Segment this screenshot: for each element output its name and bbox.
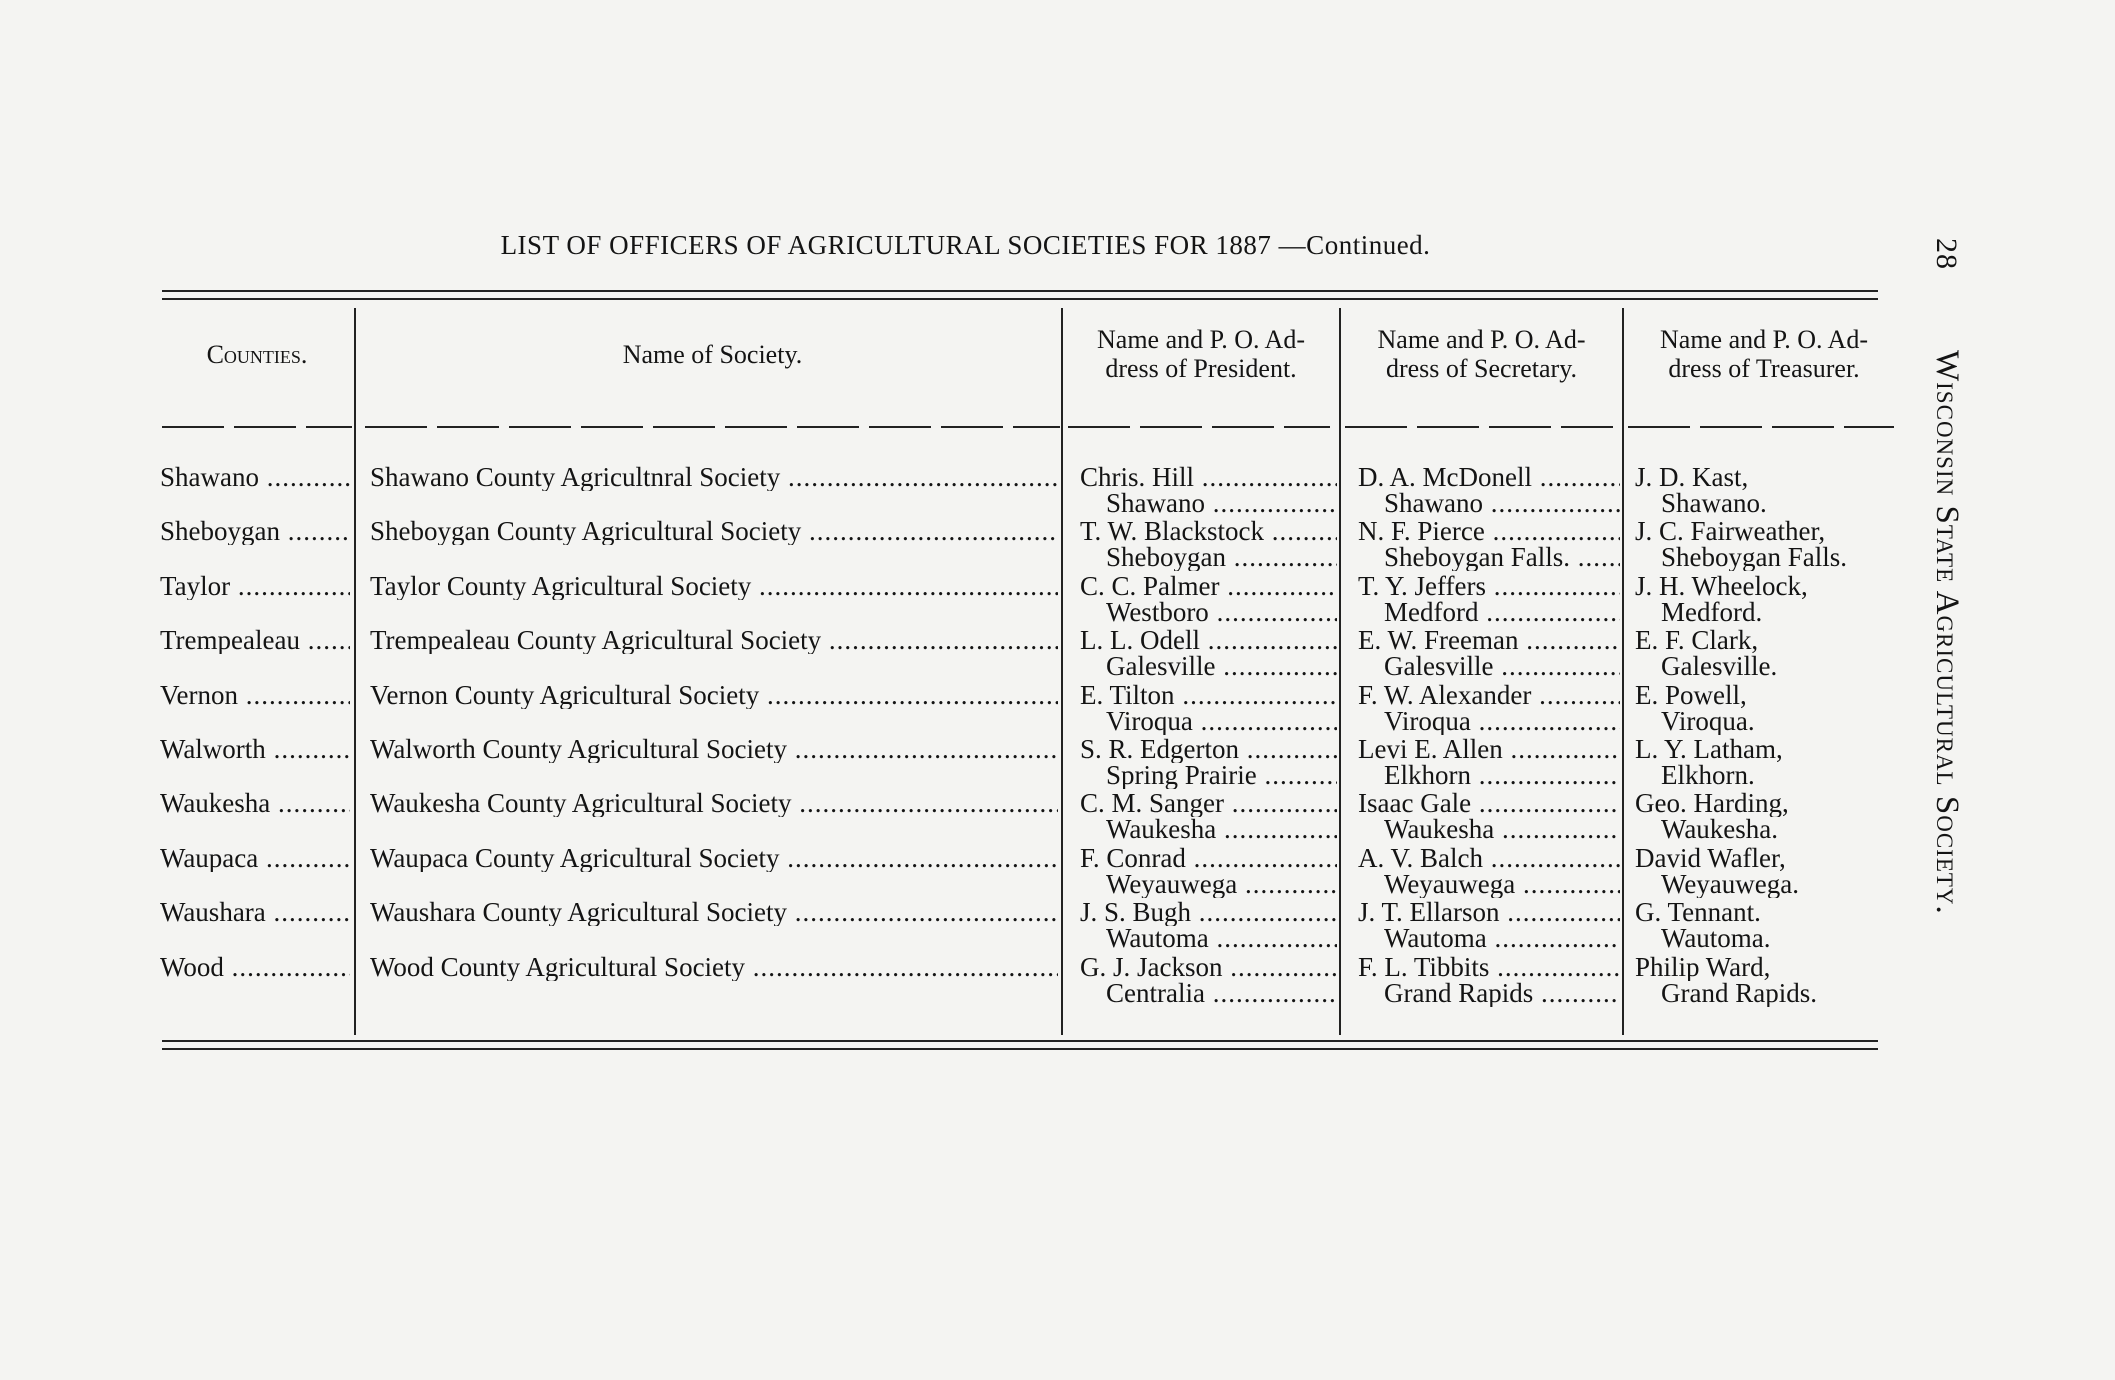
county-name: Vernon ..... xyxy=(160,682,350,709)
secretary-name: E. W. Freeman ..... xyxy=(1358,627,1620,654)
secretary-name: N. F. Pierce ..... xyxy=(1358,518,1620,545)
column-header-counties: Counties. xyxy=(206,340,308,369)
society-name: Walworth County Agricultural Society ..... xyxy=(370,736,1058,763)
county-name: Waupaca ..... xyxy=(160,845,350,872)
president-address: Sheboygan ..... xyxy=(1106,544,1337,571)
top-rule-1 xyxy=(162,290,1878,292)
treasurer-address: Elkhorn. xyxy=(1661,762,1755,789)
president-name: C. C. Palmer ..... xyxy=(1080,573,1337,600)
county-name: Shawano ..... xyxy=(160,464,350,491)
president-name: T. W. Blackstock ..... xyxy=(1080,518,1337,545)
column-divider-2 xyxy=(1061,308,1063,1035)
secretary-name: T. Y. Jeffers ..... xyxy=(1358,573,1620,600)
president-address: Centralia ..... xyxy=(1106,980,1337,1007)
president-address: Waukesha ..... xyxy=(1106,816,1337,843)
treasurer-address: Galesville. xyxy=(1661,653,1778,680)
president-address: Wautoma ..... xyxy=(1106,925,1337,952)
treasurer-address: Medford. xyxy=(1661,599,1763,626)
secretary-name: Isaac Gale ..... xyxy=(1358,790,1620,817)
treasurer-address: Viroqua. xyxy=(1661,708,1755,735)
secretary-name: A. V. Balch ..... xyxy=(1358,845,1620,872)
header-separator-secretary xyxy=(1345,426,1613,428)
county-name: Wood ..... xyxy=(160,954,350,981)
column-header-treasurer: Name and P. O. Ad- dress of Treasurer. xyxy=(1660,325,1868,383)
page-number: 28 xyxy=(1930,238,1963,270)
society-name: Waushara County Agricultural Society ..... xyxy=(370,899,1058,926)
president-name: F. Conrad ..... xyxy=(1080,845,1337,872)
secretary-address: Galesville ..... xyxy=(1384,653,1620,680)
secretary-name: F. W. Alexander ..... xyxy=(1358,682,1620,709)
treasurer-address: Grand Rapids. xyxy=(1661,980,1817,1007)
treasurer-name: E. F. Clark, xyxy=(1635,627,1759,654)
column-header-president: Name and P. O. Ad- dress of President. xyxy=(1097,325,1305,383)
treasurer-name: J. H. Wheelock, xyxy=(1635,573,1808,600)
secretary-name: J. T. Ellarson ..... xyxy=(1358,899,1620,926)
column-divider-1 xyxy=(354,308,356,1035)
secretary-name: F. L. Tibbits ..... xyxy=(1358,954,1620,981)
treasurer-name: J. C. Fairweather, xyxy=(1635,518,1826,545)
bottom-rule-2 xyxy=(162,1048,1878,1050)
president-name: L. L. Odell ..... xyxy=(1080,627,1337,654)
society-name: Trempealeau County Agricultural Society ..... xyxy=(370,627,1058,654)
county-name: Walworth ..... xyxy=(160,736,350,763)
president-address: Galesville ..... xyxy=(1106,653,1337,680)
secretary-address: Weyauwega ..... xyxy=(1384,871,1620,898)
running-head-text: Wisconsin State Agricultural Society. xyxy=(1929,350,1965,915)
secretary-name: D. A. McDonell ..... xyxy=(1358,464,1620,491)
secretary-address: Viroqua ..... xyxy=(1384,708,1620,735)
society-name: Waupaca County Agricultural Society ..... xyxy=(370,845,1058,872)
president-name: Chris. Hill ..... xyxy=(1080,464,1337,491)
bottom-rule-1 xyxy=(162,1040,1878,1042)
president-name: J. S. Bugh ..... xyxy=(1080,899,1337,926)
secretary-address: Sheboygan Falls. ..... xyxy=(1384,544,1620,571)
header-separator-treasurer xyxy=(1628,426,1894,428)
secretary-address: Grand Rapids ..... xyxy=(1384,980,1620,1007)
treasurer-name: Philip Ward, xyxy=(1635,954,1771,981)
county-name: Trempealeau ..... xyxy=(160,627,350,654)
president-name: E. Tilton ..... xyxy=(1080,682,1337,709)
secretary-name: Levi E. Allen ..... xyxy=(1358,736,1620,763)
county-name: Taylor ..... xyxy=(160,573,350,600)
treasurer-address: Wautoma. xyxy=(1661,925,1771,952)
society-name: Vernon County Agricultural Society ..... xyxy=(370,682,1058,709)
president-address: Westboro ..... xyxy=(1106,599,1337,626)
treasurer-address: Sheboygan Falls. xyxy=(1661,544,1847,571)
secretary-address: Medford ..... xyxy=(1384,599,1620,626)
president-name: C. M. Sanger ..... xyxy=(1080,790,1337,817)
header-separator-counties xyxy=(162,426,352,428)
header-separator-president xyxy=(1068,426,1330,428)
treasurer-name: Geo. Harding, xyxy=(1635,790,1789,817)
president-address: Spring Prairie ..... xyxy=(1106,762,1337,789)
secretary-address: Wautoma ..... xyxy=(1384,925,1620,952)
treasurer-name: L. Y. Latham, xyxy=(1635,736,1783,763)
column-header-society: Name of Society. xyxy=(622,340,803,369)
secretary-address: Elkhorn ..... xyxy=(1384,762,1620,789)
society-name: Taylor County Agricultural Society ..... xyxy=(370,573,1058,600)
running-header xyxy=(1928,238,1965,915)
treasurer-address: Weyauwega. xyxy=(1661,871,1800,898)
society-name: Sheboygan County Agricultural Society ..... xyxy=(370,518,1058,545)
president-name: G. J. Jackson ..... xyxy=(1080,954,1337,981)
treasurer-address: Waukesha. xyxy=(1661,816,1779,843)
society-name: Waukesha County Agricultural Society ..... xyxy=(370,790,1058,817)
treasurer-name: G. Tennant. xyxy=(1635,899,1761,926)
county-name: Waushara ..... xyxy=(160,899,350,926)
county-name: Sheboygan ..... xyxy=(160,518,350,545)
header-separator-society xyxy=(365,426,1060,428)
secretary-address: Shawano ..... xyxy=(1384,490,1620,517)
county-name: Waukesha ..... xyxy=(160,790,350,817)
treasurer-name: J. D. Kast, xyxy=(1635,464,1749,491)
secretary-address: Waukesha ..... xyxy=(1384,816,1620,843)
president-address: Weyauwega ..... xyxy=(1106,871,1337,898)
treasurer-name: E. Powell, xyxy=(1635,682,1747,709)
treasurer-address: Shawano. xyxy=(1661,490,1767,517)
column-header-secretary: Name and P. O. Ad- dress of Secretary. xyxy=(1377,325,1586,383)
president-name: S. R. Edgerton ..... xyxy=(1080,736,1337,763)
column-divider-4 xyxy=(1622,308,1624,1035)
treasurer-name: David Wafler, xyxy=(1635,845,1786,872)
society-name: Shawano County Agricultnral Society ..... xyxy=(370,464,1058,491)
society-name: Wood County Agricultural Society ..... xyxy=(370,954,1058,981)
column-divider-3 xyxy=(1339,308,1341,1035)
top-rule-2 xyxy=(162,298,1878,300)
president-address: Shawano ..... xyxy=(1106,490,1337,517)
president-address: Viroqua ..... xyxy=(1106,708,1337,735)
page-title: LIST OF OFFICERS OF AGRICULTURAL SOCIETIES FOR 1887 —Continued. xyxy=(500,230,1431,260)
